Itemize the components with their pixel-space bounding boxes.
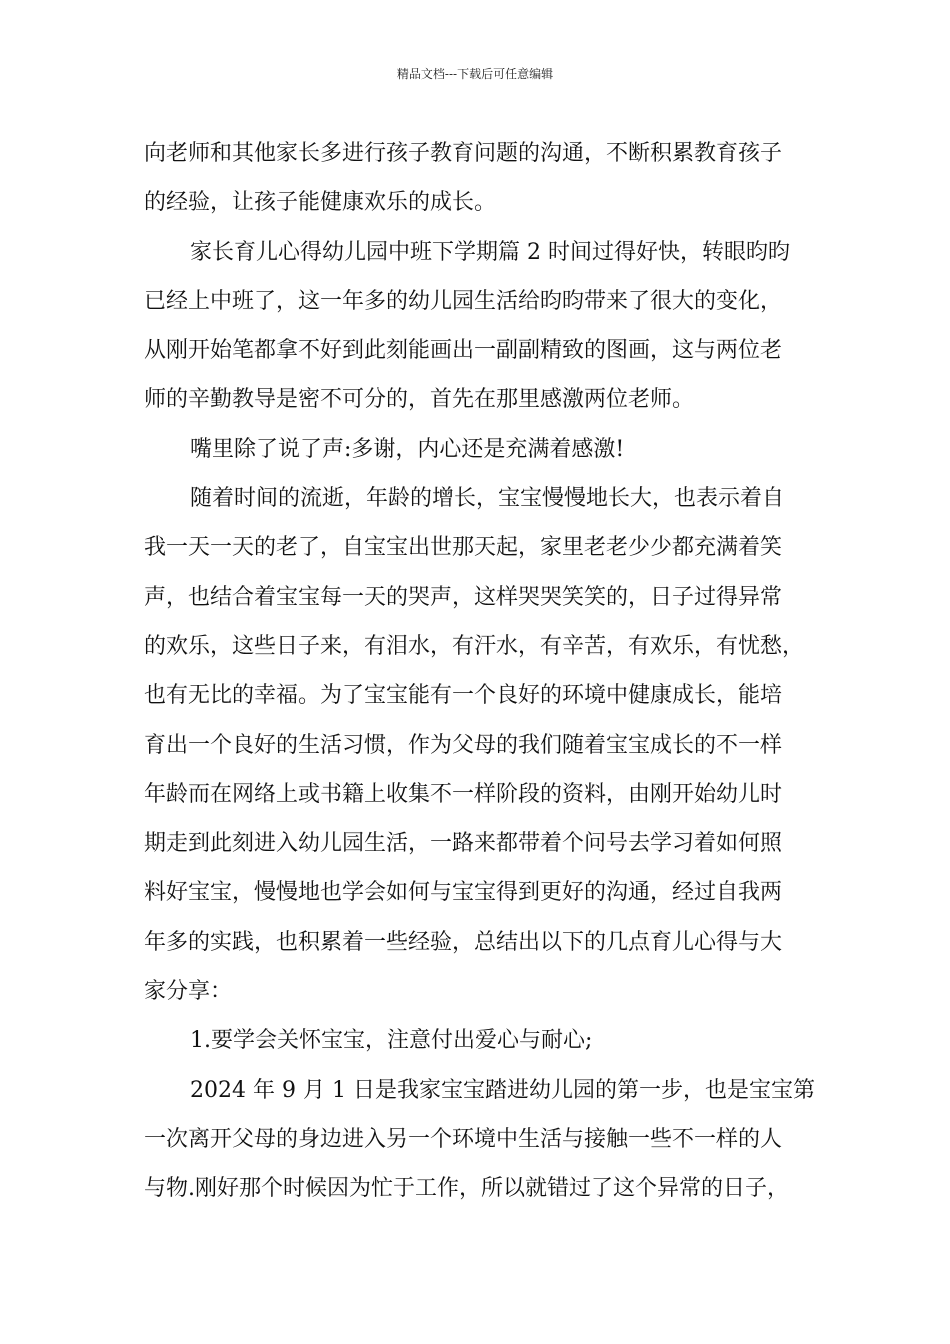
text-line: 嘴里除了说了声:多谢，内心还是充满着感激!	[190, 436, 625, 462]
text-line: 我一天一天的老了，自宝宝出世那天起，家里老老少少都充满着笑	[144, 535, 783, 561]
text-line: 的经验，让孩子能健康欢乐的成长。	[144, 190, 497, 216]
text-line: 家长育儿心得幼儿园中班下学期篇 2 时间过得好快，转眼昀昀	[190, 239, 790, 265]
text-line: 声，也结合着宝宝每一天的哭声，这样哭哭笑笑的，日子过得异常	[144, 584, 783, 610]
text-line: 向老师和其他家长多进行孩子教育问题的沟通，不断积累教育孩子	[144, 141, 783, 166]
text-line: 年多的实践，也积累着一些经验，总结出以下的几点育儿心得与大	[144, 929, 783, 955]
text-line: 已经上中班了，这一年多的幼儿园生活给昀昀带来了很大的变化，	[144, 288, 783, 314]
text-line: 期走到此刻进入幼儿园生活，一路来都带着个问号去学习着如何照	[144, 831, 783, 857]
text-line: 2024 年 9 月 1 日是我家宝宝踏进幼儿园的第一步，也是宝宝第	[190, 1077, 815, 1103]
text-line: 与物.刚好那个时候因为忙于工作，所以就错过了这个异常的日子，	[144, 1176, 789, 1202]
text-line: 年龄而在网络上或书籍上收集不一样阶段的资料，由刚开始幼儿时	[144, 781, 783, 807]
text-line: 料好宝宝，慢慢地也学会如何与宝宝得到更好的沟通，经过自我两	[144, 880, 783, 906]
text-line: 随着时间的流逝，年龄的增长，宝宝慢慢地长大，也表示着自	[190, 486, 785, 512]
text-line: 的欢乐，这些日子来，有泪水，有汗水，有辛苦，有欢乐，有忧愁，	[144, 633, 805, 659]
text-line: 师的辛勤教导是密不可分的，首先在那里感激两位老师。	[144, 387, 695, 413]
text-line: 1.要学会关怀宝宝，注意付出爱心与耐心;	[190, 1028, 593, 1054]
text-line: 一次离开父母的身边进入另一个环境中生活与接触一些不一样的人	[144, 1126, 783, 1152]
text-line: 育出一个良好的生活习惯，作为父母的我们随着宝宝成长的不一样	[144, 732, 783, 758]
page-header: 精品文档---下载后可任意编辑	[396, 67, 554, 81]
document-body	[144, 129, 824, 1214]
text-line: 从刚开始笔都拿不好到此刻能画出一副副精致的图画，这与两位老	[144, 338, 783, 364]
text-line: 也有无比的幸福。为了宝宝能有一个良好的环境中健康成长，能培	[144, 683, 783, 709]
text-line: 家分享：	[144, 979, 233, 1005]
